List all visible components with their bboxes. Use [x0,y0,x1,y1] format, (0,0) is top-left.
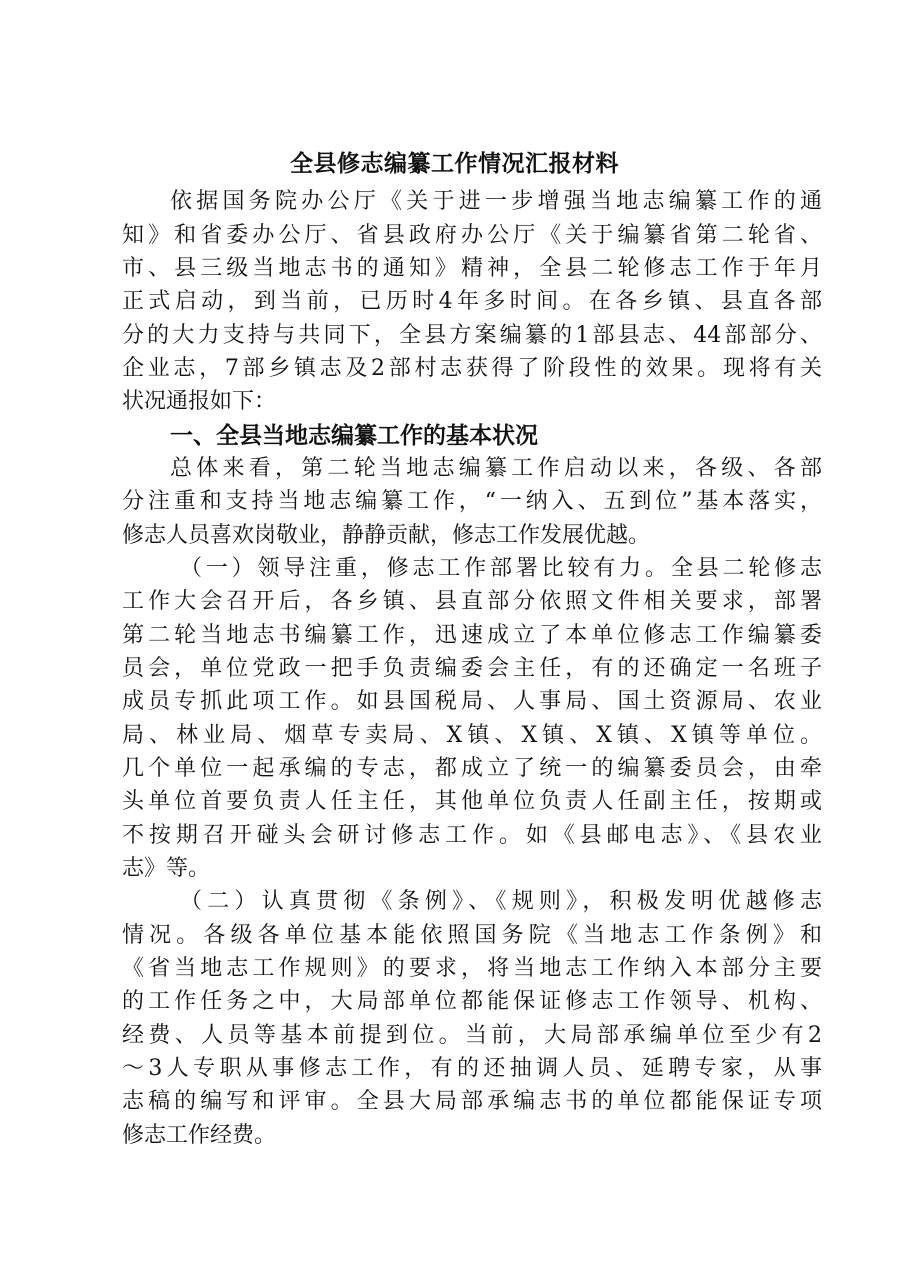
paragraph-line: 分注重和支持当地志编纂工作，“一纳入、五到位”基本落实， [122,489,822,514]
paragraph-line: 经费、人员等基本前提到位。当前，大局部承编单位至少有2 [122,1023,822,1048]
paragraph-line: 状况通报如下： [122,389,277,414]
paragraph-line: 正式启动，到当前，已历时4年多时间。在各乡镇、县直各部 [122,289,822,314]
paragraph-line: （一）领导注重，修志工作部署比较有力。全县二轮修志 [180,556,822,581]
paragraph-line: 《省当地志工作规则》的要求，将当地志工作纳入本部分主要 [122,956,822,981]
document-title: 全县修志编纂工作情况汇报材料 [290,150,619,177]
paragraph-line: 第二轮当地志书编纂工作，迅速成立了本单位修志工作编纂委 [122,623,822,648]
paragraph-line: 修志人员喜欢岗敬业，静静贡献，修志工作发展优越。 [122,523,651,548]
paragraph-line: 修志工作经费。 [122,1123,277,1148]
paragraph-line: ～3人专职从事修志工作，有的还抽调人员、延聘专家，从事 [122,1056,822,1081]
paragraph-line: 分的大力支持与共同下，全县方案编纂的1部县志、44部部分、 [122,323,822,348]
paragraph-line: 企业志，7部乡镇志及2部村志获得了阶段性的效果。现将有关 [122,356,822,381]
paragraph-line: 情况。各级各单位基本能依照国务院《当地志工作条例》和 [122,923,822,948]
paragraph-line: 头单位首要负责人任主任，其他单位负责人任副主任，按期或 [122,789,822,814]
section-heading: 一、全县当地志编纂工作的基本状况 [170,422,538,449]
paragraph-line: 志稿的编写和评审。全县大局部承编志书的单位都能保证专项 [122,1089,822,1114]
paragraph-line: 工作大会召开后，各乡镇、县直部分依照文件相关要求，部署 [122,589,822,614]
paragraph-line: 局、林业局、烟草专卖局、X镇、X镇、X镇、X镇等单位。 [122,723,822,748]
paragraph-line: 不按期召开碰头会研讨修志工作。如《县邮电志》、《县农业 [122,823,822,848]
paragraph-line: 几个单位一起承编的专志，都成立了统一的编纂委员会，由牵 [122,756,822,781]
paragraph-line: 市、县三级当地志书的通知》精神，全县二轮修志工作于年月 [122,256,822,281]
paragraph-line: 志》等。 [122,856,211,881]
paragraph-line: （二）认真贯彻《条例》、《规则》，积极发明优越修志 [180,889,822,914]
paragraph-line: 知》和省委办公厅、省县政府办公厅《关于编纂省第二轮省、 [122,223,822,248]
paragraph-line: 成员专抓此项工作。如县国税局、人事局、国土资源局、农业 [122,689,822,714]
paragraph-line: 的工作任务之中，大局部单位都能保证修志工作领导、机构、 [122,989,822,1014]
paragraph-line: 员会，单位党政一把手负责编委会主任，有的还确定一名班子 [122,656,822,681]
paragraph-line: 依据国务院办公厅《关于进一步增强当地志编纂工作的通 [170,189,822,214]
paragraph-line: 总体来看，第二轮当地志编纂工作启动以来，各级、各部 [170,456,822,481]
